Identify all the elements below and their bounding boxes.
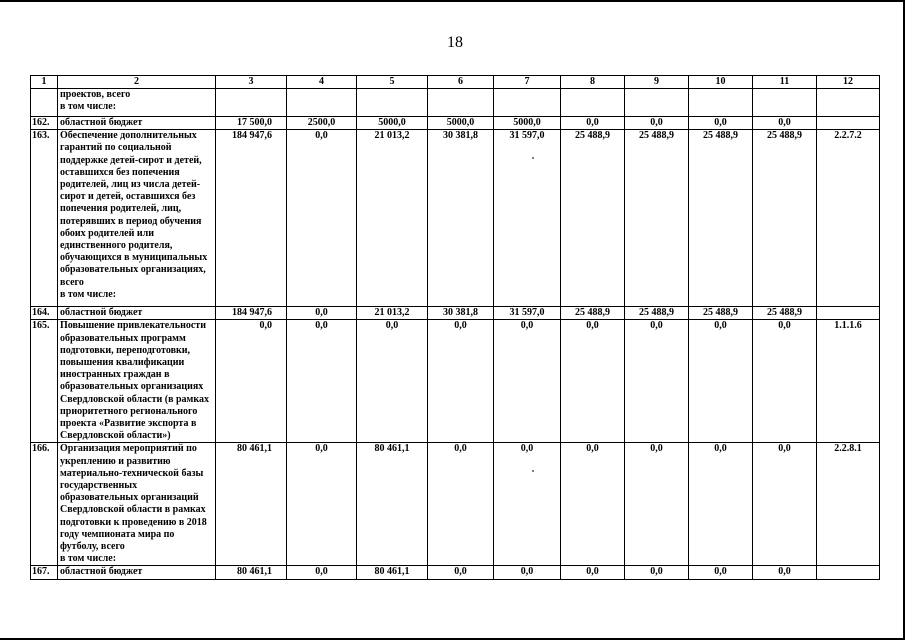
value-cell: 31 597,0 — [494, 130, 561, 307]
value-cell: 0,0 — [494, 320, 561, 443]
value-cell: 0,0 — [428, 320, 494, 443]
row-number-cell: 166. — [31, 443, 58, 566]
value-cell — [561, 89, 625, 117]
header-cell: 3 — [216, 76, 287, 89]
table-row — [31, 320, 880, 443]
value-cell: 0,0 — [287, 320, 357, 443]
value-cell: 25 488,9 — [689, 130, 753, 307]
page-border-top — [0, 0, 905, 2]
value-cell — [216, 89, 287, 117]
row-number-cell: 162. — [31, 117, 58, 130]
value-cell: 0,0 — [216, 320, 287, 443]
table-body — [31, 89, 880, 580]
description-cell: Повышение привлекательности образовательных программ подготовки, переподготовки, повышения квалификации иностранных граждан в образовательных организациях Свердловской области (в рамках приоритетного регионального проекта «Развитие экспорта в Свердловской области») — [58, 320, 216, 443]
header-cell: 1 — [31, 76, 58, 89]
value-cell: 0,0 — [689, 443, 753, 566]
value-cell: 0,0 — [561, 320, 625, 443]
value-cell: 25 488,9 — [561, 130, 625, 307]
header-cell: 11 — [753, 76, 817, 89]
code-cell: 2.2.8.1 — [817, 443, 880, 566]
value-cell: 80 461,1 — [357, 443, 428, 566]
code-cell — [817, 117, 880, 130]
value-cell: 0,0 — [625, 117, 689, 130]
value-cell: 17 500,0 — [216, 117, 287, 130]
row-number-cell: 165. — [31, 320, 58, 443]
description-cell: Организация мероприятий по укреплению и развитию материально-технической базы государственных образовательных организаций Свердловской области в рамках подготовки к проведению в 2018 году чемпионата мира по футболу, всего в том числе: — [58, 443, 216, 566]
value-cell: 0,0 — [287, 307, 357, 320]
value-cell: 0,0 — [753, 117, 817, 130]
table-row — [31, 307, 880, 320]
header-cell: 9 — [625, 76, 689, 89]
table-row — [31, 130, 880, 307]
header-cell: 10 — [689, 76, 753, 89]
value-cell: 0,0 — [428, 566, 494, 579]
value-cell: 5000,0 — [494, 117, 561, 130]
value-cell: 31 597,0 — [494, 307, 561, 320]
value-cell: 80 461,1 — [216, 443, 287, 566]
value-cell: 0,0 — [753, 566, 817, 579]
value-cell: 0,0 — [625, 443, 689, 566]
value-cell: 25 488,9 — [561, 307, 625, 320]
row-number-cell: 163. — [31, 130, 58, 307]
value-cell — [287, 89, 357, 117]
description-cell: проектов, всего в том числе: — [58, 89, 216, 117]
value-cell: 0,0 — [561, 566, 625, 579]
value-cell: 0,0 — [561, 443, 625, 566]
value-cell: 2500,0 — [287, 117, 357, 130]
value-cell: 0,0 — [428, 443, 494, 566]
description-cell: областной бюджет — [58, 307, 216, 320]
code-cell — [817, 89, 880, 117]
value-cell — [357, 89, 428, 117]
value-cell: 0,0 — [689, 320, 753, 443]
header-cell: 8 — [561, 76, 625, 89]
value-cell — [494, 89, 561, 117]
code-cell: 1.1.1.6 — [817, 320, 880, 443]
page-number: 18 — [447, 34, 463, 51]
header-cell: 2 — [58, 76, 216, 89]
row-number-cell: 164. — [31, 307, 58, 320]
value-cell: 0,0 — [625, 566, 689, 579]
value-cell: 21 013,2 — [357, 130, 428, 307]
header-cell: 12 — [817, 76, 880, 89]
value-cell: 30 381,8 — [428, 307, 494, 320]
value-cell: 0,0 — [287, 566, 357, 579]
value-cell: 30 381,8 — [428, 130, 494, 307]
value-cell — [625, 89, 689, 117]
value-cell: 0,0 — [494, 443, 561, 566]
value-cell: 0,0 — [287, 443, 357, 566]
value-cell — [753, 89, 817, 117]
value-cell: 25 488,9 — [689, 307, 753, 320]
header-cell: 5 — [357, 76, 428, 89]
value-cell: 80 461,1 — [216, 566, 287, 579]
description-cell: Обеспечение дополнительных гарантий по социальной поддержке детей-сирот и детей, оставшихся без попечения родителей, лиц из числа детей-сирот и детей, оставшихся без попечения родителей, лиц, потерявших в период обучения обоих родителей или единственного родителя, обучающихся в муниципальных образовательных организациях, всего в том числе: — [58, 130, 216, 307]
value-cell: 0,0 — [494, 566, 561, 579]
value-cell — [689, 89, 753, 117]
value-cell: 0,0 — [357, 320, 428, 443]
table-row — [31, 566, 880, 579]
header-cell: 6 — [428, 76, 494, 89]
value-cell: 0,0 — [287, 130, 357, 307]
value-cell: 0,0 — [753, 320, 817, 443]
header-cell: 7 — [494, 76, 561, 89]
value-cell: 184 947,6 — [216, 307, 287, 320]
description-cell: областной бюджет — [58, 117, 216, 130]
header-row — [31, 76, 880, 89]
table-row — [31, 117, 880, 130]
value-cell: 80 461,1 — [357, 566, 428, 579]
code-cell — [817, 307, 880, 320]
value-cell: 184 947,6 — [216, 130, 287, 307]
table-row — [31, 89, 880, 117]
row-number-cell: 167. — [31, 566, 58, 579]
value-cell: 25 488,9 — [625, 307, 689, 320]
value-cell: 5000,0 — [357, 117, 428, 130]
value-cell: 0,0 — [689, 566, 753, 579]
scan-dot — [532, 470, 534, 472]
row-number-cell — [31, 89, 58, 117]
value-cell: 0,0 — [689, 117, 753, 130]
value-cell: 0,0 — [625, 320, 689, 443]
header-cell: 4 — [287, 76, 357, 89]
scan-dot — [532, 157, 534, 159]
value-cell: 21 013,2 — [357, 307, 428, 320]
value-cell: 25 488,9 — [625, 130, 689, 307]
value-cell: 5000,0 — [428, 117, 494, 130]
value-cell: 25 488,9 — [753, 307, 817, 320]
value-cell — [428, 89, 494, 117]
value-cell: 0,0 — [561, 117, 625, 130]
table-row — [31, 443, 880, 566]
value-cell: 25 488,9 — [753, 130, 817, 307]
value-cell: 0,0 — [753, 443, 817, 566]
budget-table — [30, 75, 880, 580]
code-cell — [817, 566, 880, 579]
description-cell: областной бюджет — [58, 566, 216, 579]
code-cell: 2.2.7.2 — [817, 130, 880, 307]
